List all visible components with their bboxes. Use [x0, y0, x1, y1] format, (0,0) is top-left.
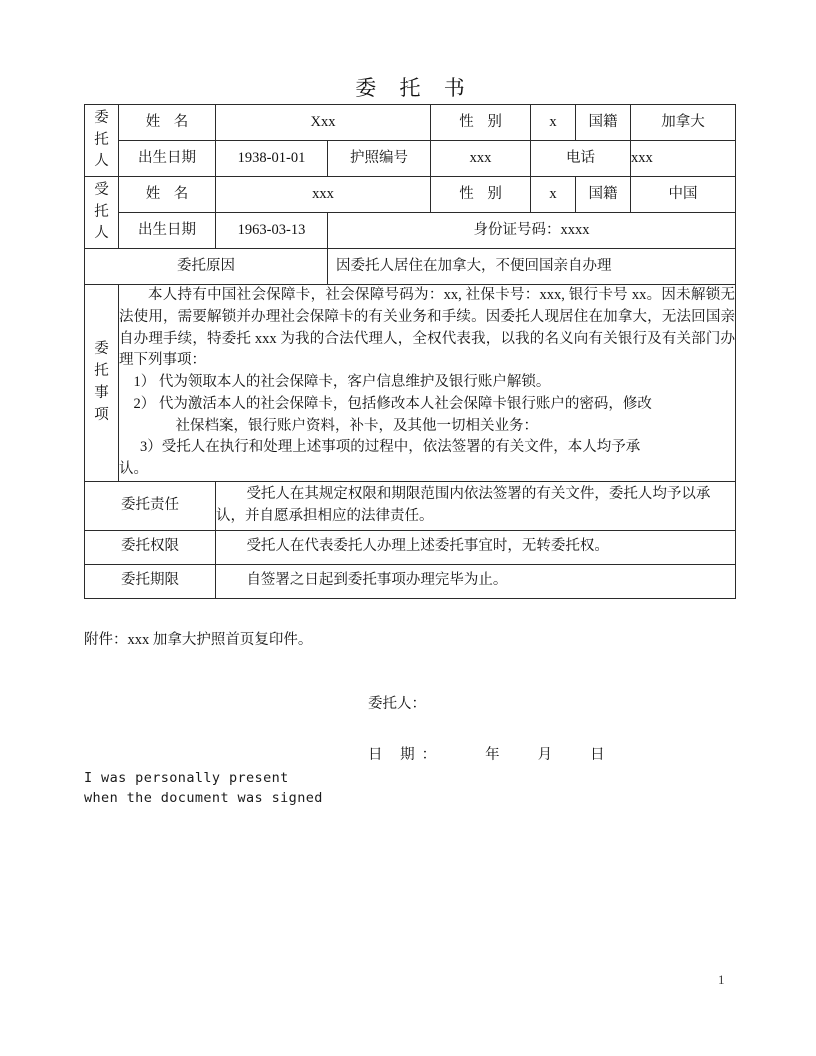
signature-block [368, 692, 605, 764]
principal-gender-label: 性 别 [431, 105, 531, 141]
date-month-label: 月 [537, 747, 553, 763]
table-row-matters [85, 285, 736, 482]
attachment-note: 附件：xxx 加拿大护照首页复印件。 [84, 632, 313, 648]
row-label-principal-char-1: 委 [94, 109, 109, 126]
matters-item-3: 3）受托人在执行和处理上述事项的过程中，依法签署的有关文件，本人均予承 [140, 439, 641, 456]
date-line [368, 743, 605, 764]
trustee-id-number: 身份证号码：xxxx [328, 213, 736, 249]
row-label-principal-char-2: 托 [94, 131, 109, 148]
row-label-matters-char-1: 委 [94, 341, 109, 358]
trustee-nationality-label: 国籍 [576, 177, 631, 213]
term-text: 自签署之日起到委托事项办理完毕为止。 [246, 572, 508, 589]
principal-nationality-value: 加拿大 [631, 105, 736, 141]
authority-label: 委托权限 [85, 530, 216, 564]
principal-gender-value: x [531, 105, 576, 141]
row-label-principal-char-3: 人 [94, 153, 109, 170]
responsibility-line-1: 受托人在其规定权限和期限范围内依法签署的有关文件，委托人均予以承 [246, 486, 711, 502]
page-title: 委 托 书 [355, 76, 474, 100]
term-value [216, 564, 736, 598]
trustee-birth-value: 1963-03-13 [216, 213, 328, 249]
date-label: 日 期： [368, 747, 444, 763]
trustee-nationality-value: 中国 [631, 177, 736, 213]
matters-item-2: 2） 代为激活本人的社会保障卡，包括修改本人社会保障卡银行账户的密码，修改 [133, 395, 652, 412]
english-witness-note [84, 768, 323, 809]
responsibility-line-2: 认，并自愿承担相应的法律责任。 [216, 507, 434, 524]
table-row-trustee-name [85, 177, 736, 213]
principal-name-value: Xxx [216, 105, 431, 141]
principal-passport-label: 护照编号 [328, 141, 431, 177]
row-label-principal [85, 105, 119, 177]
table-row-principal-birth [85, 141, 736, 177]
row-label-matters-char-4: 项 [94, 406, 109, 423]
responsibility-label: 委托责任 [85, 481, 216, 530]
principal-birth-label: 出生日期 [119, 141, 216, 177]
date-day-label: 日 [590, 747, 605, 763]
matters-paragraph-1: 本人持有中国社会保障卡，社会保障号码为：xx, 社保卡号：xxx, 银行卡号 xx。因未解锁无法使用，需要解锁并办理社会保障卡的有关业务和手续。因委托人现居住在加拿大，无法回国亲自办理手续，特委托 xxx 为我的合法代理人，全权代表我，以我的名义向有关银行及有关部门办理下列事项： [119, 287, 736, 369]
trustee-name-value: xxx [216, 177, 431, 213]
trustee-birth-label: 出生日期 [119, 213, 216, 249]
trustee-name-label: 姓 名 [119, 177, 216, 213]
row-label-trustee-char-1: 受 [94, 181, 109, 198]
matters-item-1: 1） 代为领取本人的社会保障卡，客户信息维护及银行账户解锁。 [133, 374, 551, 390]
trustee-gender-value: x [531, 177, 576, 213]
row-label-trustee-char-3: 人 [94, 225, 109, 242]
table-row-responsibility [85, 481, 736, 530]
table-row-reason [85, 249, 736, 285]
row-label-matters [85, 285, 119, 482]
table-row-trustee-birth [85, 213, 736, 249]
row-label-trustee [85, 177, 119, 249]
principal-phone-label: 电话 [531, 141, 631, 177]
authority-value [216, 530, 736, 564]
matters-content [119, 285, 736, 482]
principal-phone-value: xxx [631, 141, 736, 177]
table-row-term [85, 564, 736, 598]
row-label-trustee-char-2: 托 [94, 203, 109, 220]
table-row-principal-name [85, 105, 736, 141]
authority-text: 受托人在代表委托人办理上述委托事宜时，无转委托权。 [246, 538, 609, 555]
principal-birth-value: 1938-01-01 [216, 141, 328, 177]
row-label-matters-char-2: 托 [94, 363, 109, 380]
reason-value: 因委托人居住在加拿大，不便回国亲自办理 [328, 249, 736, 285]
principal-nationality-label: 国籍 [576, 105, 631, 141]
table-row-authority [85, 530, 736, 564]
english-witness-line-2: when the document was signed [84, 790, 323, 807]
trustee-gender-label: 性 别 [431, 177, 531, 213]
responsibility-value [216, 481, 736, 530]
delegation-table [84, 104, 736, 599]
term-label: 委托期限 [85, 564, 216, 598]
matters-item-2-continuation: 社保档案，银行账户资料，补卡，及其他一切相关业务： [175, 417, 539, 434]
principal-passport-value: xxx [431, 141, 531, 177]
page-number: 1 [718, 972, 725, 987]
principal-name-label: 姓 名 [119, 105, 216, 141]
signer-label: 委托人： [368, 696, 426, 712]
row-label-matters-char-3: 事 [94, 384, 109, 401]
english-witness-line-1: I was personally present [84, 770, 289, 786]
date-year-label: 年 [485, 747, 500, 763]
matters-item-3-continuation: 认。 [119, 461, 148, 477]
reason-label: 委托原因 [85, 249, 328, 285]
